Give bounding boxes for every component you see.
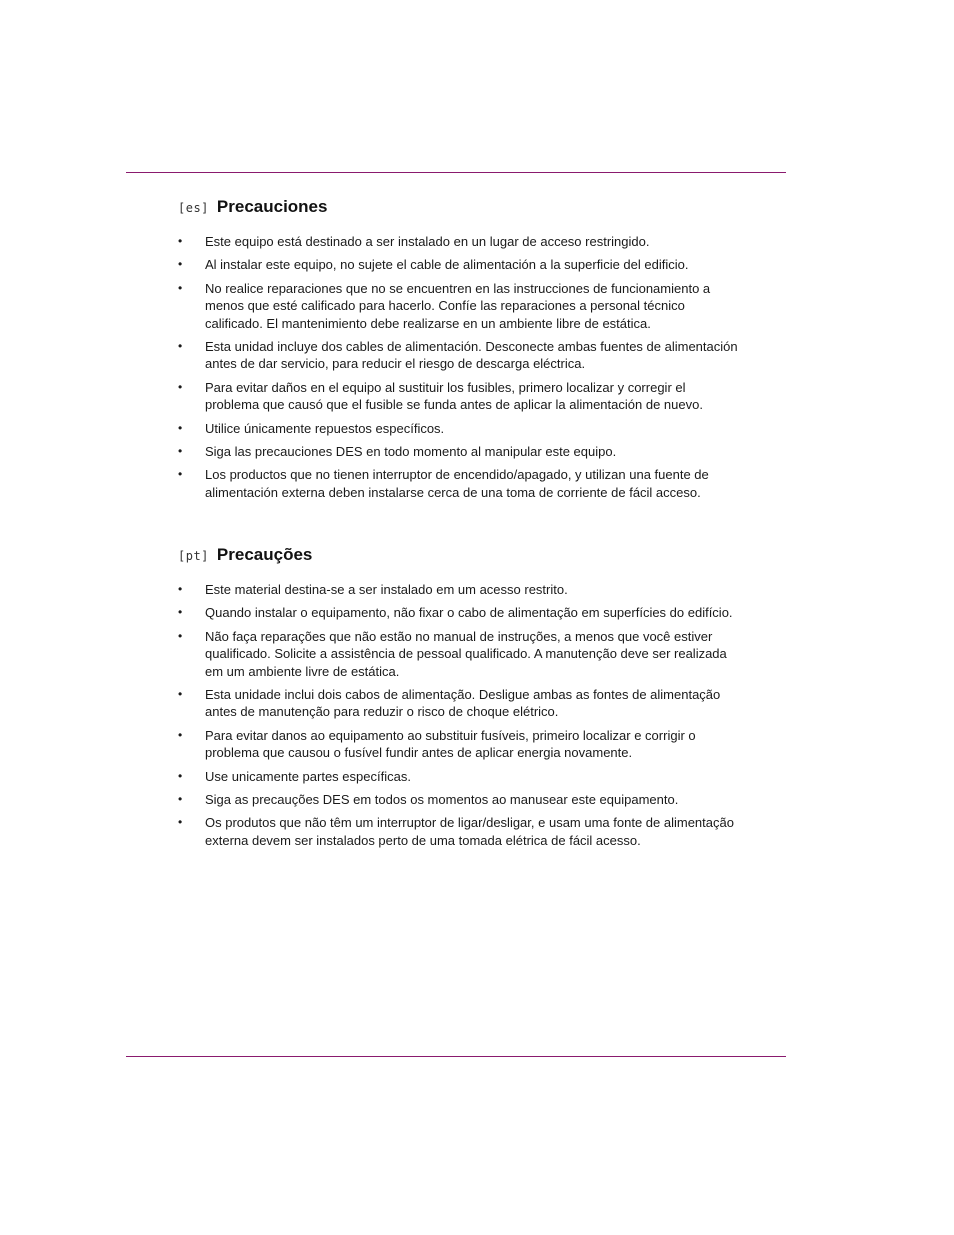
list-item-text: Os produtos que não têm um interruptor de ligar/desligar, e usam uma fonte de alimentação externa devem ser instalados perto de uma tomada elétrica de fácil acesso. — [205, 815, 734, 848]
list-item-text: No realice reparaciones que no se encuentren en las instrucciones de funcionamiento a menos que esté calificado para hacerlo. Confíe las reparaciones a personal técnico calificado. El mantenimiento debe realizarse en un ambiente libre de estática. — [205, 280, 711, 331]
list-item — [178, 581, 738, 598]
list-item — [178, 379, 738, 414]
list-item — [178, 338, 738, 373]
list-item-text: Al instalar este equipo, no sujete el cable de alimentación a la superficie del edificio. — [205, 257, 689, 273]
list-item-text: Use unicamente partes específicas. — [205, 768, 411, 784]
bullet-icon: • — [178, 792, 183, 807]
list-item — [178, 628, 738, 680]
section-es — [178, 197, 738, 507]
list-item — [178, 791, 738, 808]
list-item-text: Este material destina-se a ser instalado em um acesso restrito. — [205, 582, 568, 597]
top-rule — [126, 172, 786, 173]
bullet-icon: • — [178, 628, 183, 643]
bullet-icon: • — [178, 687, 183, 702]
list-item-text: Não faça reparações que não estão no manual de instruções, a menos que você estiver qualificado. Solicite a assistência de pessoal qualificado. A manutenção deve ser realizada em um ambiente livre de estática. — [205, 628, 727, 679]
list-item-text: Esta unidade inclui dois cabos de alimentação. Desligue ambas as fontes de alimentação antes de manutenção para reduzir o risco de choque elétrico. — [205, 687, 721, 720]
bullet-icon: • — [178, 339, 183, 354]
bullet-icon: • — [178, 815, 183, 830]
list-item — [178, 768, 738, 785]
precautions-list — [178, 233, 738, 501]
list-item-text: Utilice únicamente repuestos específicos. — [205, 420, 445, 436]
section-heading — [178, 197, 738, 221]
list-item — [178, 256, 738, 273]
list-item-text: Esta unidad incluye dos cables de alimentación. Desconecte ambas fuentes de alimentación antes de dar servicio, para reducir el riesgo de descarga eléctrica. — [205, 339, 738, 372]
list-item — [178, 686, 738, 721]
bullet-icon: • — [178, 234, 183, 248]
list-item — [178, 420, 738, 437]
bottom-rule — [126, 1056, 786, 1057]
list-item-text: Siga las precauciones DES en todo momento al manipular este equipo. — [205, 444, 617, 460]
list-item — [178, 727, 738, 762]
list-item — [178, 814, 738, 849]
bullet-icon: • — [178, 582, 183, 596]
list-item — [178, 233, 738, 250]
section-title: Precauciones — [216, 197, 328, 216]
bullet-icon: • — [178, 280, 183, 295]
bullet-icon: • — [178, 768, 183, 783]
list-item-text: Para evitar danos ao equipamento ao substituir fusíveis, primeiro localizar e corrigir o problema que causou o fusível fundir antes de aplicar energia novamente. — [205, 727, 696, 761]
bullet-icon: • — [178, 467, 183, 482]
list-item — [178, 280, 738, 332]
bullet-icon: • — [178, 379, 183, 394]
list-item — [178, 443, 738, 460]
language-tag: [pt] — [178, 549, 209, 563]
language-tag: [es] — [178, 201, 209, 215]
section-heading — [178, 545, 738, 569]
bullet-icon: • — [178, 444, 183, 459]
bullet-icon: • — [178, 257, 183, 272]
section-title: Precauções — [216, 545, 313, 564]
list-item-text: Este equipo está destinado a ser instalado en un lugar de acceso restringido. — [205, 234, 650, 249]
bullet-icon: • — [178, 605, 183, 620]
list-item — [178, 604, 738, 621]
list-item-text: Siga as precauções DES em todos os momentos ao manusear este equipamento. — [205, 792, 679, 808]
bullet-icon: • — [178, 727, 183, 742]
list-item — [178, 466, 738, 501]
section-pt — [178, 545, 738, 855]
list-item-text: Los productos que no tienen interruptor de encendido/apagado, y utilizan una fuente de alimentación externa deben instalarse cerca de una toma de corriente de fácil acceso. — [205, 467, 709, 500]
bullet-icon: • — [178, 420, 183, 435]
list-item-text: Para evitar daños en el equipo al sustituir los fusibles, primero localizar y corregir el problema que causó que el fusible se funda antes de aplicar la alimentación de nuevo. — [205, 379, 703, 413]
precautions-list — [178, 581, 738, 849]
list-item-text: Quando instalar o equipamento, não fixar o cabo de alimentação em superfícies do edifício. — [205, 605, 733, 621]
